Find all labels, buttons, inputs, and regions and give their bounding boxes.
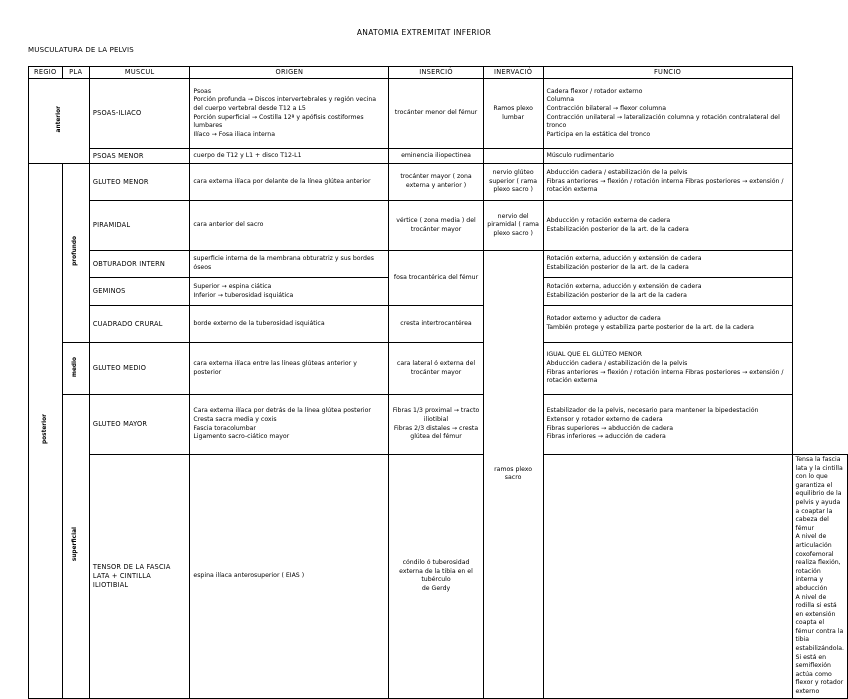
cell-line: Inferior → tuberosidad isquiática xyxy=(193,291,294,299)
insertion-cell xyxy=(389,395,483,455)
origin-cell xyxy=(190,306,389,343)
function-cell xyxy=(543,79,792,149)
cell-line: Cadera flexor / rotador externo xyxy=(546,87,643,95)
muscle-cell: PSOAS MENOR xyxy=(89,149,190,164)
function-cell xyxy=(543,343,792,395)
cell-line: superficie interna de la membrana obturatriz y sus bordes óseos xyxy=(193,255,374,271)
cell-line: A nivel de articulación coxofemoral realiza flexión, rotación interna y abducción xyxy=(795,533,841,592)
plane-label: profundo xyxy=(72,236,79,267)
table-row xyxy=(29,306,848,343)
cell-line: Fibras superiores → abducción de cadera xyxy=(546,424,674,432)
header-regio: REGIO xyxy=(29,67,63,79)
cell-line: A nivel de rodilla si está en extensión coapta el fémur contra la tibia estabilizándola. Si está en semiflexión actúa como flexor y rotador externo xyxy=(795,593,845,696)
header-muscul: MUSCUL xyxy=(89,67,190,79)
insertion-cell xyxy=(389,455,483,699)
plane-profundo-cell xyxy=(62,164,89,343)
plane-superficial-cell xyxy=(62,395,89,699)
insertion-cell-shared xyxy=(389,251,483,306)
section-title: MUSCULATURA DE LA PELVIS xyxy=(28,46,134,54)
plane-medio-cell xyxy=(62,343,89,395)
function-cell xyxy=(543,164,792,201)
table-row xyxy=(29,149,848,164)
innervation-cell xyxy=(483,164,543,201)
origin-cell xyxy=(190,79,389,149)
origin-cell xyxy=(190,149,389,164)
muscle-cell: PIRAMIDAL xyxy=(89,201,190,251)
cell-line: Tensa la fascia lata y la cintilla con lo que garantiza el equilibrio de la pelvis y ayuda a coaptar la cabeza del fémur xyxy=(795,456,843,532)
cell-line: Fibras 2/3 distales → cresta glútea del fémur xyxy=(393,424,479,441)
cell-line: cuerpo de T12 y L1 + disco T12-L1 xyxy=(193,151,302,159)
cell-line: Rotación externa, aducción y extensión de cadera xyxy=(546,255,702,263)
innervation-cell-empty xyxy=(483,149,543,164)
cell-line: Rotador externo y aductor de cadera xyxy=(546,315,661,323)
cell-line: Participa en la estática del tronco xyxy=(546,130,651,138)
muscle-cell: TENSOR DE LA FASCIA LATA + CINTILLA ILIOTIBIAL xyxy=(89,455,190,699)
cell-line: nervio del piramidal ( rama plexo sacro ) xyxy=(487,212,539,237)
header-insercio: INSERCIÓ xyxy=(389,67,483,79)
cell-line: de Gerdy xyxy=(421,584,451,592)
muscle-cell: CUADRADO CRURAL xyxy=(89,306,190,343)
origin-cell xyxy=(190,251,389,278)
insertion-cell xyxy=(389,149,483,164)
cell-line: Abducción y rotación externa de cadera xyxy=(546,216,671,224)
cell-line: Ramos plexo lumbar xyxy=(493,104,533,121)
innervation-cell-shared xyxy=(483,251,543,699)
function-cell xyxy=(543,306,792,343)
cell-line: Estabilización posterior de la art de la cadera xyxy=(546,291,687,299)
function-cell xyxy=(792,455,847,699)
function-cell xyxy=(543,278,792,306)
cell-line: Fibras inferiores → aducción de cadera xyxy=(546,433,666,441)
innervation-cell xyxy=(483,201,543,251)
origin-cell xyxy=(190,343,389,395)
document-title: ANATOMIA EXTREMITAT INFERIOR xyxy=(356,28,492,37)
plane-label: medio xyxy=(72,356,79,377)
function-cell xyxy=(543,149,792,164)
cell-line: Estabilización posterior de la art. de la cadera xyxy=(546,225,689,233)
cell-line: Porción superficial → Costilla 12ª y apófisis costiformes lumbares xyxy=(193,113,364,130)
cell-line: Ilíaco → Fosa iliaca interna xyxy=(193,130,276,138)
table-row xyxy=(29,395,848,455)
cell-line: cara lateral ó externa del trocánter mayor xyxy=(396,359,476,376)
cell-line: Psoas xyxy=(193,87,212,95)
muscle-cell: OBTURADOR INTERN xyxy=(89,251,190,278)
cell-line: Columna xyxy=(546,96,575,104)
cell-line: borde externo de la tuberosidad isquiática xyxy=(193,319,325,327)
cell-line: Estabilización posterior de la art. de la cadera xyxy=(546,264,689,271)
cell-line: nervio glúteo superior ( rama plexo sacro ) xyxy=(489,169,538,194)
cell-line: Abducción cadera / estabilización de la pelvis xyxy=(546,359,688,367)
insertion-cell xyxy=(389,306,483,343)
cell-line: Fibras 1/3 proximal → tracto iliotibial xyxy=(392,407,480,423)
cell-line: cresta intertrocantérea xyxy=(400,319,472,327)
region-anterior-cell xyxy=(29,79,90,164)
header-origen: ORIGEN xyxy=(190,67,389,79)
table-row xyxy=(29,251,848,278)
table-row xyxy=(29,455,848,699)
region-label: anterior xyxy=(55,105,62,133)
header-inervacio: INERVACIÓ xyxy=(483,67,543,79)
insertion-cell xyxy=(389,164,483,201)
muscle-cell: PSOAS-ILIACO xyxy=(89,79,190,149)
insertion-cell xyxy=(389,79,483,149)
insertion-cell xyxy=(389,343,483,395)
cell-line: También protege y estabiliza parte posterior de la art. de la cadera xyxy=(546,324,754,331)
cell-line: Abducción cadera / estabilización de la pelvis xyxy=(546,169,688,177)
muscle-cell: GLUTEO MAYOR xyxy=(89,395,190,455)
cell-line: trocánter menor del fémur xyxy=(394,109,478,117)
innervation-cell xyxy=(483,79,543,149)
cell-line: Contracción unilateral → lateralización columna y rotación contralateral del tronco xyxy=(546,113,780,130)
table-row xyxy=(29,343,848,395)
cell-line: Ligamento sacro-ciático mayor xyxy=(193,433,290,441)
cell-line: Contracción bilateral → flexor columna xyxy=(546,104,666,112)
origin-cell xyxy=(190,201,389,251)
muscle-cell: GLUTEO MEDIO xyxy=(89,343,190,395)
cell-line: Cara externa ilíaca por detrás de la línea glútea posterior xyxy=(193,407,371,415)
insertion-cell xyxy=(389,201,483,251)
cell-line: Cresta sacra media y coxis xyxy=(193,415,277,423)
cell-line: cara externa ilíaca por delante de la línea glútea anterior xyxy=(193,177,371,185)
table-header-row xyxy=(29,67,848,79)
cell-line: Porción profunda → Discos intervertebrales y región vecina del cuerpo vertebral desde T12 a L5 xyxy=(193,96,377,112)
cell-line: Extensor y rotador externo de cadera xyxy=(546,415,663,423)
innervation-cell-empty xyxy=(543,455,792,699)
region-posterior-cell xyxy=(29,164,63,699)
cell-line: trocánter mayor ( zona externa y anterior ) xyxy=(400,173,472,189)
muscle-table xyxy=(28,66,848,699)
origin-cell xyxy=(190,164,389,201)
cell-line: Fascia toracolumbar xyxy=(193,424,256,432)
table-row xyxy=(29,164,848,201)
cell-line: Músculo rudimentario xyxy=(546,151,614,159)
header-pla: PLA xyxy=(62,67,89,79)
cell-line: Rotación externa, aducción y extensión de cadera xyxy=(546,282,702,290)
cell-line: Estabilizador de la pelvis, necesario para mantener la bipedestación xyxy=(546,407,759,415)
cell-line: Fibras anteriores → flexión / rotación interna Fibras posteriores → extensión / rotación externa xyxy=(546,368,784,385)
origin-cell xyxy=(190,395,389,455)
function-cell xyxy=(543,201,792,251)
plane-label: superficial xyxy=(72,527,79,562)
cell-line: vértice ( zona media ) del trocánter mayor xyxy=(396,216,476,233)
cell-line: Superior → espina ciática xyxy=(193,282,272,290)
muscle-cell: GEMINOS xyxy=(89,278,190,306)
cell-line: espina ilíaca anterosuperior ( EIAS ) xyxy=(193,572,305,580)
header-funcio: FUNCIO xyxy=(543,67,792,79)
function-cell xyxy=(543,395,792,455)
cell-line: Fibras anteriores → flexión / rotación interna Fibras posteriores → extensión / rotación externa xyxy=(546,177,784,194)
origin-cell xyxy=(190,278,389,306)
cell-line: IGUAL QUE EL GLÚTEO MENOR xyxy=(546,351,642,359)
cell-line: fosa trocantérica del fémur xyxy=(393,273,479,281)
cell-line: cóndilo ó tuberosidad externa de la tibia en el tubérculo xyxy=(399,559,473,584)
muscle-cell: GLUTEO MENOR xyxy=(89,164,190,201)
cell-line: cara externa ilíaca entre las líneas glúteas anterior y posterior xyxy=(193,359,357,376)
cell-line: ramos plexo sacro xyxy=(494,465,533,482)
cell-line: eminencia iliopectinea xyxy=(401,151,471,159)
table-row xyxy=(29,79,848,149)
function-cell xyxy=(543,251,792,278)
table-row xyxy=(29,201,848,251)
region-label: posterior xyxy=(41,414,48,444)
cell-line: cara anterior del sacro xyxy=(193,221,264,229)
origin-cell xyxy=(190,455,389,699)
